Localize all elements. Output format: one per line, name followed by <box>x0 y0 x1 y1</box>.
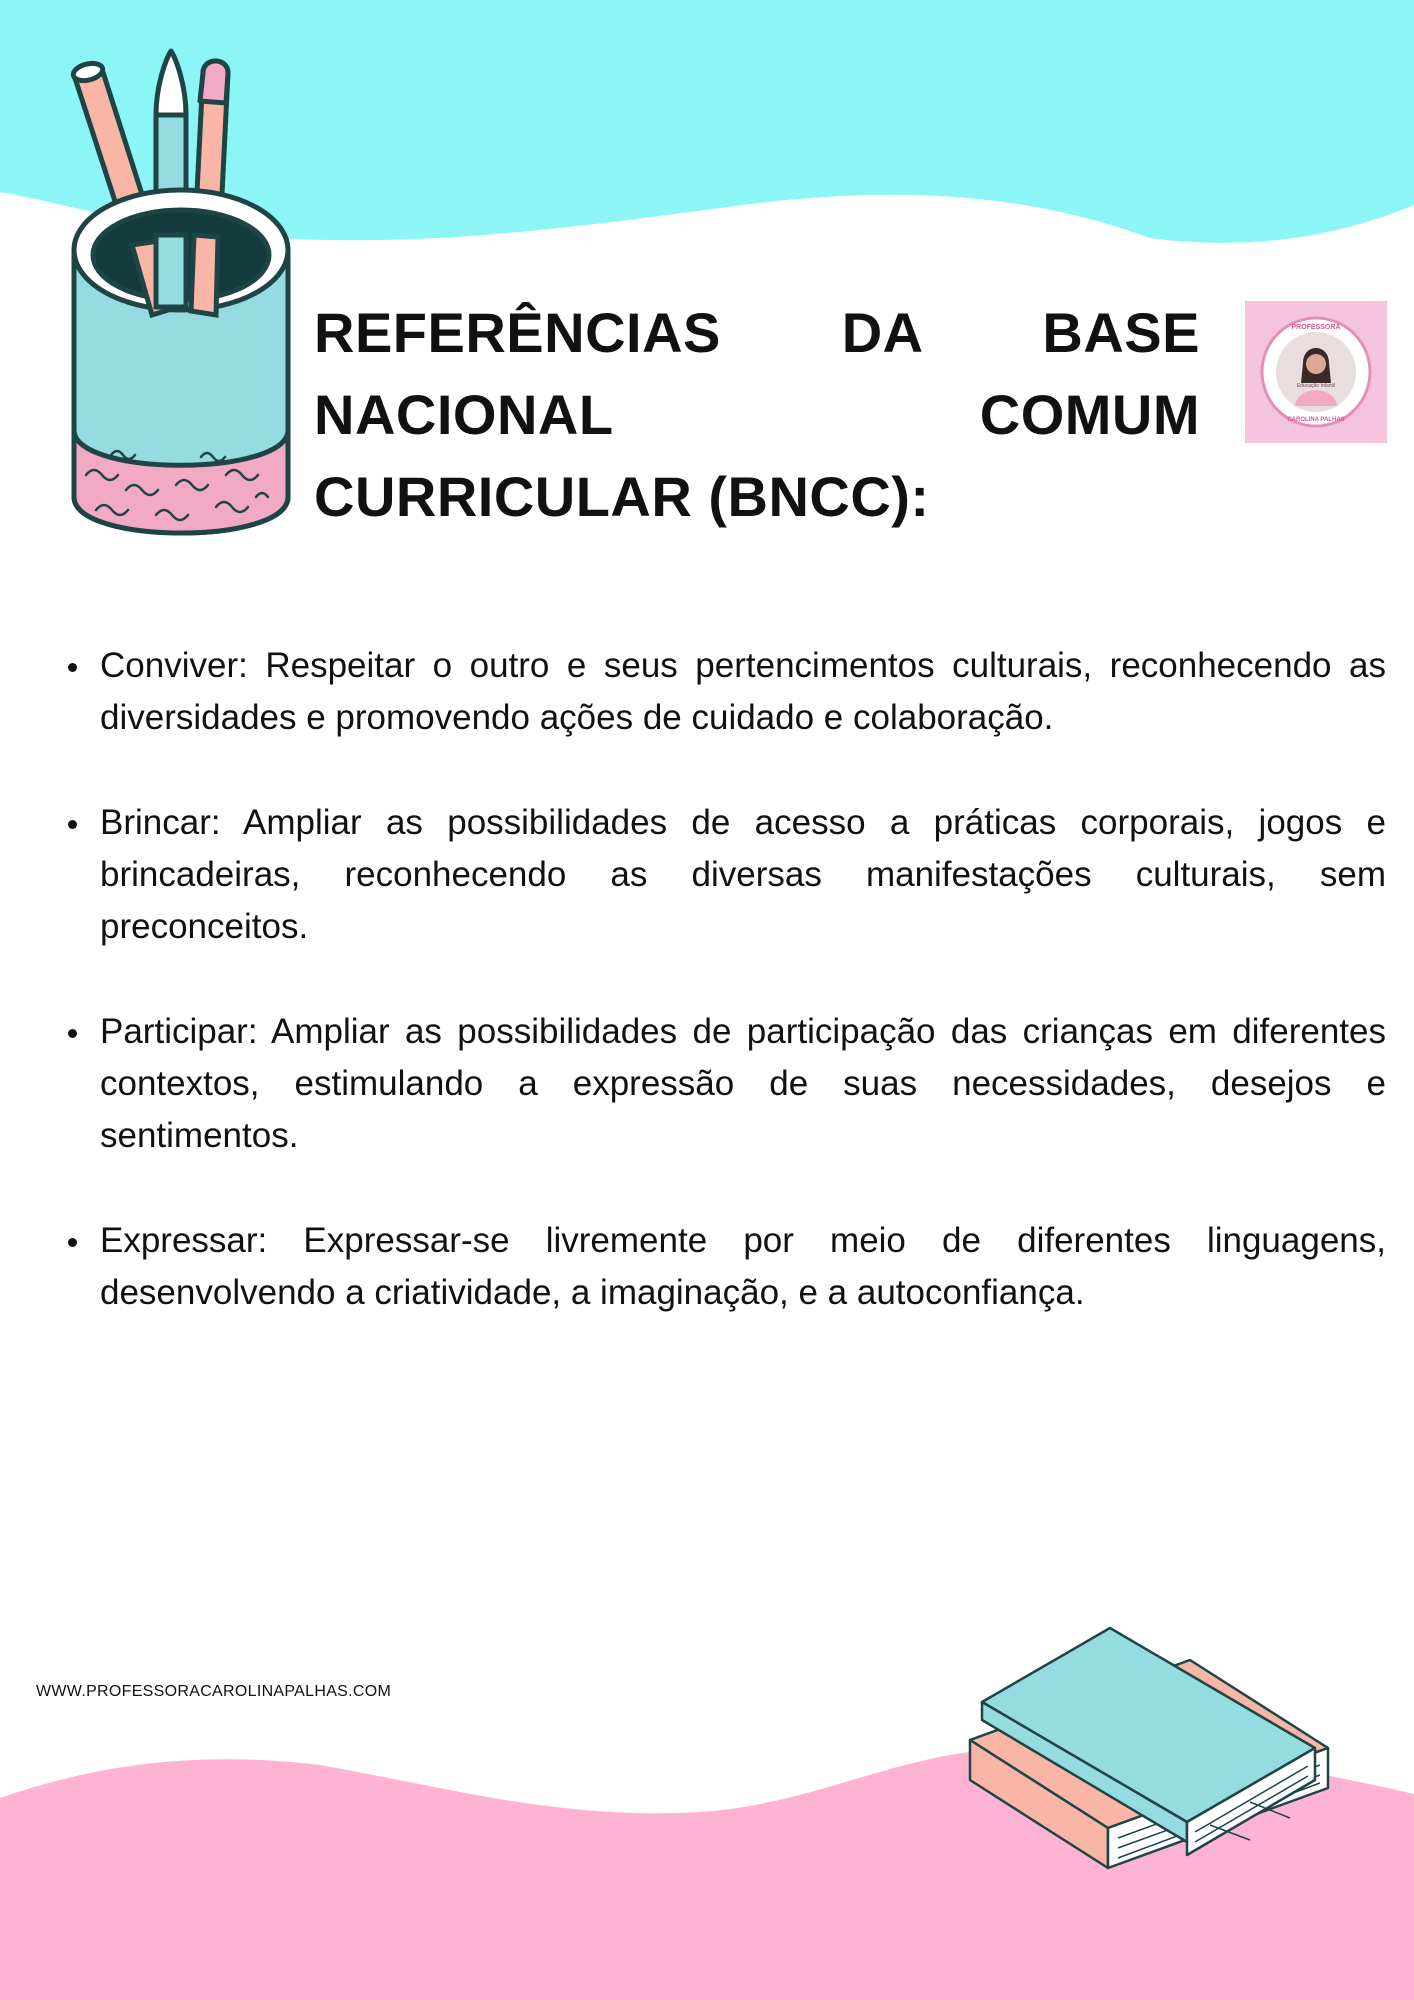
logo-line-bottom: CAROLINA PALHAS <box>1287 417 1345 423</box>
profile-logo-icon <box>1245 301 1387 443</box>
pencil-cup-icon <box>66 45 296 555</box>
list-item-participar: Participar: Ampliar as possibilidades de participação das crianças em diferentes contextos, estimulando a expressão de suas necessidades, desejos e sentimentos. <box>60 1006 1386 1162</box>
list-item-brincar: Brincar: Ampliar as possibilidades de acesso a práticas corporais, jogos e brincadeiras, reconhecendo as diversas manifestações culturais, sem preconceitos. <box>60 797 1386 953</box>
page-title: REFERÊNCIAS DA BASE NACIONAL COMUM CURRICULAR (BNCC): <box>314 301 1200 528</box>
list-item-expressar: Expressar: Expressar-se livremente por meio de diferentes linguagens, desenvolvendo a criatividade, a imaginação, e a autoconfiança. <box>60 1215 1386 1319</box>
website-url: WWW.PROFESSORACAROLINAPALHAS.COM <box>36 1683 392 1700</box>
bncc-fields-list <box>60 640 1386 1372</box>
logo-line-top: PROFESSORA <box>1291 324 1341 331</box>
list-item-conviver: Conviver: Respeitar o outro e seus pertencimentos culturais, reconhecendo as diversidades e promovendo ações de cuidado e colaboração. <box>60 640 1386 744</box>
logo-inner-text: Educação Infantil <box>1296 383 1336 389</box>
stacked-books-icon <box>960 1620 1340 1920</box>
profile-logo <box>1245 301 1387 443</box>
